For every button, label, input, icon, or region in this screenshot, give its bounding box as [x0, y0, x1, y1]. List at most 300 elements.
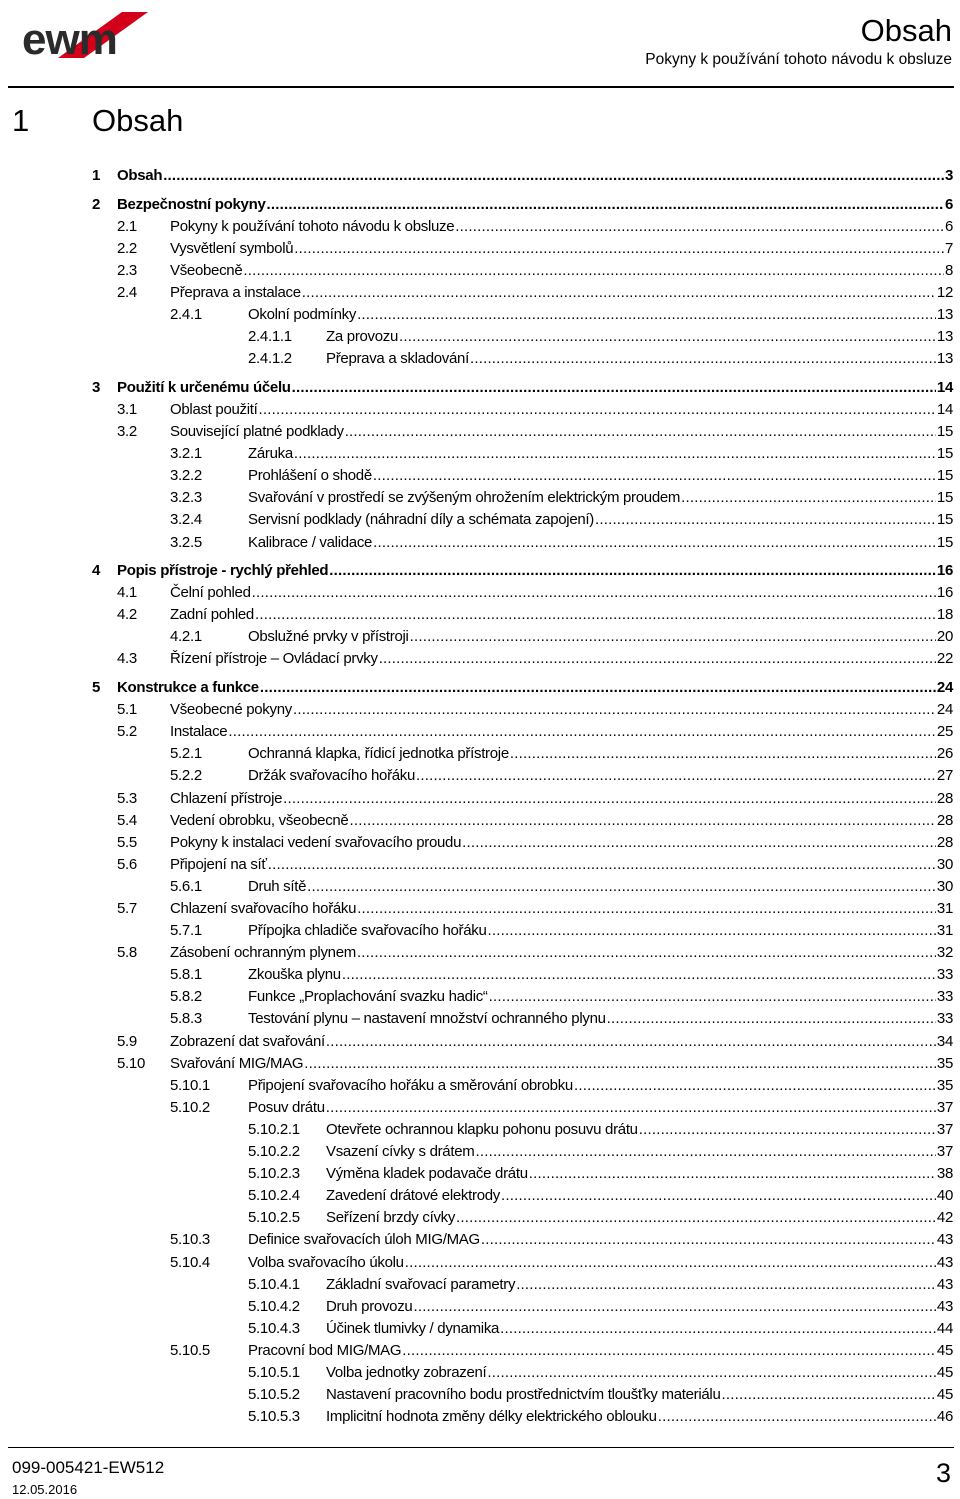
- toc-entry-number: 3.2.3: [170, 489, 202, 507]
- toc-leader-dots: [268, 854, 936, 876]
- toc-leader-dots: [255, 604, 936, 626]
- toc-entry-number: 2.1: [117, 217, 137, 235]
- toc-entry-number: 5.8: [117, 944, 137, 962]
- toc-entry-line: [248, 964, 953, 986]
- toc-entry-title: Přípojka chladiče svařovacího hořáku: [248, 922, 487, 940]
- toc-entry[interactable]: [0, 399, 960, 421]
- toc-leader-dots: [293, 699, 936, 721]
- toc-entry-number: 5.2: [117, 723, 137, 741]
- toc-entry-page: 44: [936, 1319, 953, 1337]
- toc-entry-number: 3.2.4: [170, 511, 202, 529]
- toc-entry-number: 4.1: [117, 584, 137, 602]
- toc-entry-page: 33: [936, 988, 953, 1006]
- toc-entry-number: 5.10.2.5: [248, 1209, 300, 1227]
- toc-entry-line: [170, 721, 953, 743]
- toc-entry[interactable]: [0, 465, 960, 487]
- toc-entry-title: Implicitní hodnota změny délky elektrického oblouku: [326, 1408, 657, 1426]
- toc-entry[interactable]: [0, 348, 960, 370]
- toc-entry-title: Druh provozu: [326, 1297, 413, 1315]
- toc-entry[interactable]: [0, 1229, 960, 1251]
- toc-entry-title: Oblast použití: [170, 400, 258, 418]
- toc-entry-title: Seřízení brzdy cívky: [326, 1209, 456, 1227]
- toc-entry-number: 5.10.2: [170, 1098, 210, 1116]
- toc-leader-dots: [243, 260, 944, 282]
- toc-entry[interactable]: [0, 1384, 960, 1406]
- toc-entry-number: 5.1: [117, 701, 137, 719]
- toc-leader-dots: [500, 1318, 936, 1340]
- toc-entry-title: Pokyny k používání tohoto návodu k obsluze: [170, 217, 455, 235]
- toc-leader-dots: [488, 920, 936, 942]
- toc-entry[interactable]: [0, 743, 960, 765]
- toc-entry-page: 15: [936, 467, 953, 485]
- toc-leader-dots: [379, 648, 936, 670]
- toc-entry-title: Ochranná klapka, řídicí jednotka přístroje: [248, 745, 509, 763]
- toc-entry-line: [248, 465, 953, 487]
- toc-entry-page: 37: [936, 1143, 953, 1161]
- toc-leader-dots: [595, 509, 936, 531]
- footer-date: 12.05.2016: [12, 1482, 78, 1497]
- toc-entry-title: Druh sítě: [248, 877, 307, 895]
- toc-entry-number: 5.10: [117, 1054, 145, 1072]
- toc-entry-title: Okolní podmínky: [248, 306, 357, 324]
- toc-entry-number: 5.3: [117, 789, 137, 807]
- toc-entry-number: 5.2.2: [170, 767, 202, 785]
- toc-entry-page: 28: [936, 833, 953, 851]
- toc-leader-dots: [470, 348, 936, 370]
- table-of-contents: [0, 165, 960, 1428]
- toc-entry[interactable]: [0, 898, 960, 920]
- toc-entry-line: [248, 626, 953, 648]
- toc-entry-title: Vsazení cívky s drátem: [326, 1143, 475, 1161]
- toc-leader-dots: [373, 465, 936, 487]
- ewm-logo: [22, 8, 162, 60]
- toc-entry-title: Základní svařovací parametry: [326, 1275, 516, 1293]
- toc-entry-number: 5.10.5.1: [248, 1363, 300, 1381]
- toc-entry-page: 14: [936, 400, 953, 418]
- toc-entry-title: Připojení svařovacího hořáku a směrování obrobku: [248, 1076, 573, 1094]
- toc-entry-line: [117, 560, 953, 582]
- toc-entry-page: 25: [936, 723, 953, 741]
- toc-entry[interactable]: [0, 1008, 960, 1030]
- toc-entry[interactable]: [0, 832, 960, 854]
- toc-entry-title: Vedení obrobku, všeobecně: [170, 811, 349, 829]
- toc-entry-title: Servisní podklady (náhradní díly a schémata zapojení): [248, 511, 594, 529]
- toc-entry-title: Zadní pohled: [170, 606, 254, 624]
- toc-entry-number: 3: [92, 378, 101, 396]
- toc-leader-dots: [326, 1031, 936, 1053]
- toc-leader-dots: [516, 1274, 936, 1296]
- toc-entry-number: 5.10.4: [170, 1253, 210, 1271]
- toc-entry-line: [248, 986, 953, 1008]
- toc-entry-page: 30: [936, 877, 953, 895]
- toc-entry[interactable]: [0, 1053, 960, 1075]
- toc-entry-line: [248, 765, 953, 787]
- toc-entry-title: Otevřete ochrannou klapku pohonu posuvu drátu: [326, 1120, 638, 1138]
- toc-entry-number: 2.4.1.1: [248, 328, 292, 346]
- toc-entry[interactable]: [0, 560, 960, 582]
- toc-leader-dots: [294, 443, 936, 465]
- toc-entry-number: 2: [92, 195, 101, 213]
- toc-entry-number: 5.8.1: [170, 966, 202, 984]
- toc-leader-dots: [260, 677, 936, 699]
- toc-entry[interactable]: [0, 238, 960, 260]
- toc-entry-title: Funkce „Proplachování svazku hadic“: [248, 988, 488, 1006]
- toc-entry-line: [326, 1185, 953, 1207]
- toc-leader-dots: [294, 238, 944, 260]
- toc-entry-line: [170, 942, 953, 964]
- toc-entry-line: [170, 832, 953, 854]
- toc-entry-line: [248, 1252, 953, 1274]
- toc-entry-line: [170, 810, 953, 832]
- toc-entry-line: [326, 1207, 953, 1229]
- toc-entry-title: Pracovní bod MIG/MAG: [248, 1341, 402, 1359]
- toc-entry-number: 3.2.1: [170, 445, 202, 463]
- toc-leader-dots: [302, 282, 936, 304]
- toc-entry-number: 3.1: [117, 400, 137, 418]
- toc-leader-dots: [462, 832, 936, 854]
- toc-entry-title: Obsah: [117, 167, 163, 184]
- toc-entry-page: 43: [936, 1297, 953, 1315]
- toc-leader-dots: [405, 1252, 936, 1274]
- toc-entry-number: 5.10.2.2: [248, 1143, 300, 1161]
- toc-entry-page: 35: [936, 1054, 953, 1072]
- toc-entry-line: [170, 582, 953, 604]
- toc-entry[interactable]: [0, 876, 960, 898]
- toc-entry-page: 40: [936, 1187, 953, 1205]
- toc-entry-page: 15: [936, 511, 953, 529]
- toc-entry-number: 5.4: [117, 811, 137, 829]
- toc-leader-dots: [349, 810, 935, 832]
- toc-entry[interactable]: [0, 1274, 960, 1296]
- toc-entry-number: 3.2.5: [170, 533, 202, 551]
- toc-entry-page: 7: [944, 239, 953, 257]
- toc-entry-page: 31: [936, 900, 953, 917]
- toc-entry[interactable]: [0, 699, 960, 721]
- toc-entry-number: 4.2.1: [170, 628, 202, 646]
- toc-entry-title: Zavedení drátové elektrody: [326, 1187, 500, 1205]
- toc-leader-dots: [639, 1119, 936, 1141]
- toc-entry-number: 2.2: [117, 239, 137, 257]
- toc-entry-line: [117, 377, 953, 399]
- toc-leader-dots: [307, 876, 936, 898]
- toc-entry[interactable]: [0, 582, 960, 604]
- toc-entry-page: 45: [936, 1363, 953, 1381]
- toc-entry-line: [170, 788, 953, 810]
- toc-entry-page: 12: [936, 283, 953, 301]
- toc-entry-title: Řízení přístroje – Ovládací prvky: [170, 650, 378, 668]
- toc-entry-title: Instalace: [170, 723, 228, 741]
- toc-entry-title: Zobrazení dat svařování: [170, 1032, 325, 1050]
- toc-entry-page: 27: [936, 767, 953, 785]
- toc-entry[interactable]: [0, 443, 960, 465]
- toc-entry-line: [170, 648, 953, 670]
- toc-entry-line: [326, 1318, 953, 1340]
- toc-entry-number: 5.10.2.1: [248, 1120, 300, 1138]
- toc-entry-page: 35: [936, 1076, 953, 1094]
- toc-leader-dots: [456, 1207, 936, 1229]
- toc-entry-number: 5.5: [117, 833, 137, 851]
- toc-entry-title: Vysvětlení symbolů: [170, 239, 294, 257]
- toc-entry-title: Připojení na síť: [170, 855, 267, 873]
- toc-entry-line: [170, 399, 953, 421]
- toc-entry-page: 6: [944, 195, 953, 213]
- toc-entry-page: 24: [936, 701, 953, 719]
- toc-entry-page: 42: [936, 1209, 953, 1227]
- toc-entry-line: [248, 443, 953, 465]
- toc-entry-page: 15: [936, 489, 953, 507]
- header-divider: [8, 86, 954, 88]
- toc-entry-title: Svařování MIG/MAG: [170, 1054, 304, 1072]
- toc-leader-dots: [283, 788, 936, 810]
- toc-entry-number: 5.10.5.2: [248, 1386, 300, 1404]
- toc-entry-title: Konstrukce a funkce: [117, 679, 259, 697]
- toc-entry-number: 2.4.1: [170, 306, 202, 324]
- toc-entry[interactable]: [0, 1141, 960, 1163]
- toc-entry-page: 15: [936, 445, 953, 463]
- toc-entry[interactable]: [0, 532, 960, 554]
- toc-entry[interactable]: [0, 1296, 960, 1318]
- toc-entry-title: Záruka: [248, 445, 293, 463]
- toc-entry-title: Zásobení ochranným plynem: [170, 944, 356, 962]
- toc-entry-page: 14: [936, 378, 953, 396]
- toc-entry[interactable]: [0, 421, 960, 443]
- toc-entry[interactable]: [0, 1207, 960, 1229]
- toc-entry-line: [170, 854, 953, 876]
- toc-entry-title: Všeobecně: [170, 261, 243, 279]
- toc-entry-number: 4.3: [117, 650, 137, 668]
- toc-entry-page: 45: [936, 1386, 953, 1404]
- toc-entry-page: 30: [936, 855, 953, 873]
- toc-entry-line: [170, 282, 953, 304]
- toc-entry-number: 5.8.2: [170, 988, 202, 1006]
- toc-entry-number: 3.2.2: [170, 467, 202, 485]
- toc-leader-dots: [399, 326, 936, 348]
- header-title: Obsah: [860, 13, 952, 48]
- toc-entry-line: [326, 1163, 953, 1185]
- toc-leader-dots: [228, 721, 936, 743]
- toc-entry-page: 24: [936, 679, 953, 697]
- toc-entry-title: Držák svařovacího hořáku: [248, 767, 416, 785]
- toc-entry-line: [248, 743, 953, 765]
- toc-entry-line: [248, 1075, 953, 1097]
- toc-entry[interactable]: [0, 942, 960, 964]
- toc-entry-number: 4: [92, 562, 101, 580]
- toc-entry-number: 5.8.3: [170, 1010, 202, 1028]
- toc-entry[interactable]: [0, 1119, 960, 1141]
- ewm-logo-text: ewm: [22, 15, 117, 60]
- toc-entry-number: 5.10.2.3: [248, 1165, 300, 1183]
- toc-entry-title: Přeprava a instalace: [170, 283, 301, 301]
- toc-entry-number: 5.10.4.2: [248, 1297, 300, 1315]
- toc-entry[interactable]: [0, 260, 960, 282]
- toc-entry-page: 43: [936, 1275, 953, 1293]
- toc-entry-number: 5.9: [117, 1032, 137, 1050]
- toc-entry[interactable]: [0, 509, 960, 531]
- toc-entry[interactable]: [0, 721, 960, 743]
- toc-entry-title: Definice svařovacích úloh MIG/MAG: [248, 1231, 480, 1249]
- toc-entry-title: Prohlášení o shodě: [248, 467, 372, 485]
- toc-entry-title: Pokyny k instalaci vedení svařovacího proudu: [170, 833, 462, 851]
- toc-entry-line: [248, 1340, 953, 1362]
- toc-entry-page: 16: [936, 584, 953, 602]
- toc-entry[interactable]: [0, 1318, 960, 1340]
- toc-entry[interactable]: [0, 326, 960, 348]
- toc-leader-dots: [529, 1163, 936, 1185]
- toc-entry-title: Účinek tlumivky / dynamika: [326, 1319, 500, 1337]
- toc-entry-number: 5.7.1: [170, 922, 202, 940]
- toc-entry-line: [170, 1053, 953, 1075]
- toc-leader-dots: [475, 1141, 935, 1163]
- toc-leader-dots: [304, 1053, 936, 1075]
- toc-entry-line: [170, 216, 953, 238]
- toc-entry[interactable]: [0, 1340, 960, 1362]
- toc-entry[interactable]: [0, 604, 960, 626]
- toc-entry-page: 37: [936, 1098, 953, 1116]
- toc-entry-page: 45: [936, 1341, 953, 1359]
- toc-entry-title: Související platné podklady: [170, 423, 344, 441]
- toc-entry[interactable]: [0, 216, 960, 238]
- toc-entry-line: [248, 487, 953, 509]
- toc-entry-title: Volba svařovacího úkolu: [248, 1253, 404, 1271]
- toc-entry[interactable]: [0, 626, 960, 648]
- toc-leader-dots: [658, 1406, 936, 1428]
- toc-entry-page: 37: [936, 1120, 953, 1138]
- toc-entry[interactable]: [0, 810, 960, 832]
- toc-entry[interactable]: [0, 1252, 960, 1274]
- toc-entry-page: 13: [936, 306, 953, 324]
- toc-leader-dots: [259, 399, 936, 421]
- toc-entry-line: [170, 1031, 953, 1053]
- toc-leader-dots: [329, 560, 936, 582]
- toc-leader-dots: [163, 165, 944, 187]
- chapter-title: Obsah: [92, 103, 184, 138]
- toc-leader-dots: [345, 421, 936, 443]
- toc-entry-page: 13: [936, 350, 953, 368]
- toc-entry-title: Přeprava a skladování: [326, 350, 469, 368]
- toc-entry-page: 8: [944, 261, 953, 279]
- toc-entry[interactable]: [0, 1362, 960, 1384]
- toc-entry-line: [248, 509, 953, 531]
- toc-entry-page: 16: [936, 562, 953, 580]
- toc-entry[interactable]: [0, 920, 960, 942]
- toc-entry[interactable]: [0, 765, 960, 787]
- toc-entry-line: [326, 1406, 953, 1428]
- toc-entry-line: [326, 1141, 953, 1163]
- toc-entry-title: Bezpečnostní pokyny: [117, 195, 266, 213]
- footer-divider: [8, 1447, 954, 1448]
- toc-leader-dots: [607, 1008, 936, 1030]
- toc-entry-page: 6: [944, 217, 953, 235]
- toc-entry-title: Kalibrace / validace: [248, 533, 373, 551]
- toc-leader-dots: [373, 532, 936, 554]
- toc-leader-dots: [681, 487, 936, 509]
- toc-entry-page: 46: [936, 1408, 953, 1426]
- toc-leader-dots: [487, 1362, 935, 1384]
- toc-entry-line: [248, 304, 953, 326]
- toc-leader-dots: [416, 765, 936, 787]
- toc-entry[interactable]: [0, 487, 960, 509]
- toc-leader-dots: [357, 898, 936, 920]
- toc-entry[interactable]: [0, 788, 960, 810]
- footer-page-number: 3: [935, 1458, 951, 1488]
- toc-entry-number: 1: [92, 167, 101, 184]
- toc-entry-line: [248, 920, 953, 942]
- toc-entry-page: 33: [936, 1010, 953, 1028]
- toc-entry-title: Volba jednotky zobrazení: [326, 1363, 487, 1381]
- toc-entry[interactable]: [0, 986, 960, 1008]
- toc-entry[interactable]: [0, 165, 960, 187]
- toc-entry-title: Čelní pohled: [170, 584, 251, 602]
- toc-entry-line: [170, 421, 953, 443]
- toc-entry[interactable]: [0, 1097, 960, 1119]
- toc-entry[interactable]: [0, 1185, 960, 1207]
- toc-leader-dots: [501, 1185, 936, 1207]
- toc-leader-dots: [292, 377, 936, 399]
- toc-entry-title: Nastavení pracovního bodu prostřednictvím tloušťky materiálu: [326, 1386, 721, 1404]
- toc-entry[interactable]: [0, 1075, 960, 1097]
- toc-entry-number: 5: [92, 679, 101, 697]
- toc-leader-dots: [510, 743, 936, 765]
- toc-entry-line: [326, 1274, 953, 1296]
- toc-entry-title: Svařování v prostředí se zvýšeným ohrožením elektrickým proudem: [248, 489, 681, 507]
- toc-entry-number: 5.7: [117, 900, 137, 917]
- toc-entry-number: 5.10.4.3: [248, 1319, 300, 1337]
- toc-entry-number: 5.10.3: [170, 1231, 210, 1249]
- toc-entry[interactable]: [0, 854, 960, 876]
- toc-entry-page: 28: [936, 811, 953, 829]
- toc-leader-dots: [402, 1340, 936, 1362]
- toc-entry-page: 15: [936, 423, 953, 441]
- toc-entry[interactable]: [0, 1163, 960, 1185]
- toc-entry-title: Chlazení přístroje: [170, 789, 283, 807]
- toc-entry-page: 20: [936, 628, 953, 646]
- toc-entry[interactable]: [0, 304, 960, 326]
- toc-entry-page: 22: [936, 650, 953, 668]
- toc-entry-page: 18: [936, 606, 953, 624]
- toc-leader-dots: [326, 1097, 936, 1119]
- toc-entry[interactable]: [0, 377, 960, 399]
- toc-entry-number: 5.10.1: [170, 1076, 210, 1094]
- toc-entry-line: [326, 348, 953, 370]
- toc-entry[interactable]: [0, 282, 960, 304]
- toc-leader-dots: [574, 1075, 936, 1097]
- toc-entry-page: 43: [936, 1231, 953, 1249]
- toc-entry-page: 34: [936, 1032, 953, 1050]
- toc-entry-page: 31: [936, 922, 953, 940]
- toc-entry-title: Testování plynu – nastavení množství ochranného plynu: [248, 1010, 606, 1028]
- toc-entry-page: 26: [936, 745, 953, 763]
- toc-entry-number: 5.10.5.3: [248, 1408, 300, 1426]
- toc-entry-line: [248, 1097, 953, 1119]
- toc-entry-line: [170, 604, 953, 626]
- toc-entry-line: [326, 1296, 953, 1318]
- toc-entry-line: [248, 1008, 953, 1030]
- toc-entry[interactable]: [0, 648, 960, 670]
- toc-entry[interactable]: [0, 677, 960, 699]
- toc-entry[interactable]: [0, 964, 960, 986]
- toc-entry-line: [248, 876, 953, 898]
- toc-entry-number: 4.2: [117, 606, 137, 624]
- toc-entry-line: [170, 238, 953, 260]
- toc-leader-dots: [481, 1229, 936, 1251]
- toc-entry[interactable]: [0, 1031, 960, 1053]
- toc-entry-page: 13: [936, 328, 953, 346]
- toc-entry-line: [326, 326, 953, 348]
- toc-entry[interactable]: [0, 1406, 960, 1428]
- toc-entry[interactable]: [0, 194, 960, 216]
- toc-entry-line: [170, 699, 953, 721]
- toc-entry-line: [326, 1119, 953, 1141]
